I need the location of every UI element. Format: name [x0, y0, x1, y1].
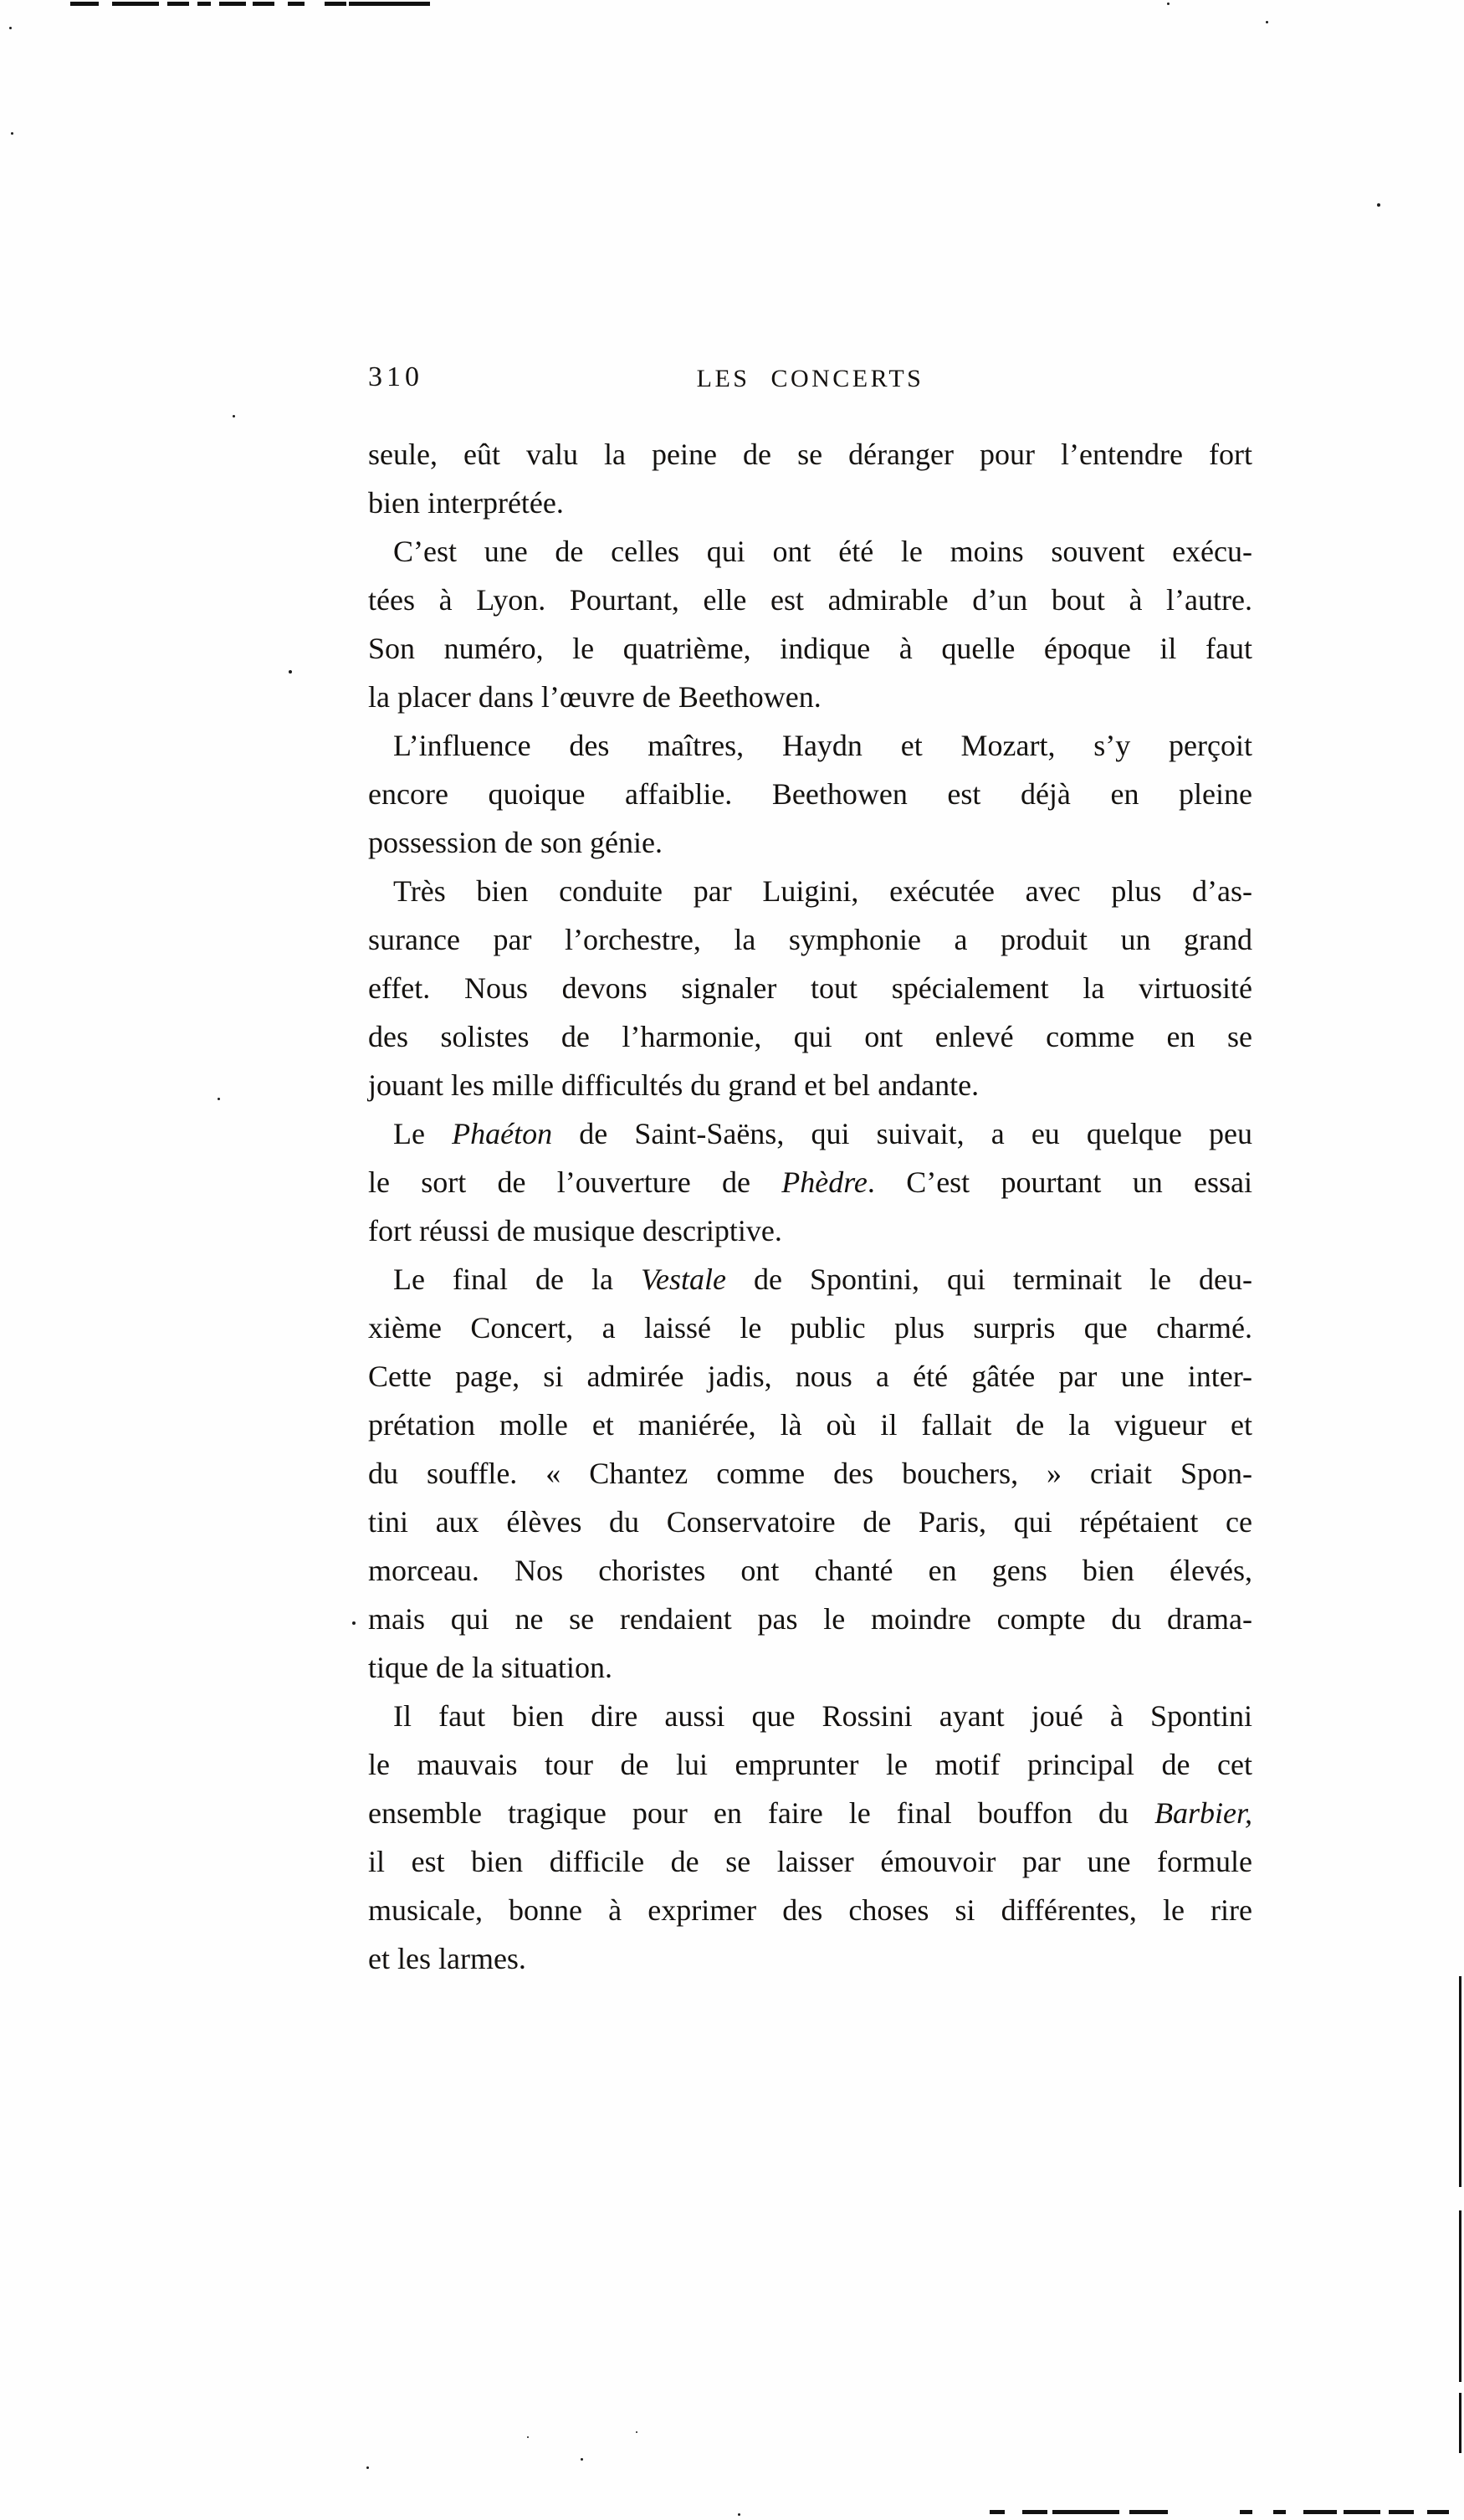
text-line [368, 1595, 1252, 1643]
text-segment: Très bien conduite par Luigini, exécutée avec plus d’as- [393, 874, 1252, 908]
text-line [368, 1109, 1252, 1158]
text-line [368, 1837, 1252, 1886]
text-segment: Le [393, 1117, 453, 1150]
scan-mark [289, 670, 292, 674]
scan-mark [636, 2431, 637, 2433]
text-line [368, 1740, 1252, 1789]
scan-mark [70, 2, 99, 6]
page-number: 310 [368, 361, 423, 392]
scan-mark [1377, 203, 1380, 207]
scan-mark [1344, 2510, 1380, 2514]
text-line [368, 1498, 1252, 1546]
text-line [368, 867, 1252, 915]
scan-mark [1459, 2393, 1461, 2453]
scan-mark [233, 415, 235, 417]
scan-mark [219, 2, 246, 6]
text-line [368, 1546, 1252, 1595]
scan-mark [1022, 2510, 1047, 2514]
text-segment: fort réussi de musique descriptive. [368, 1214, 782, 1247]
scan-mark [1266, 21, 1268, 23]
work-title-italic: Phèdre [781, 1165, 868, 1199]
text-segment: du souffle. « Chantez comme des bouchers, » criait Spon- [368, 1457, 1252, 1490]
text-line [368, 1934, 1252, 1983]
scan-mark [527, 2436, 529, 2438]
text-line [368, 1255, 1252, 1304]
scan-mark [1427, 2510, 1449, 2514]
scan-mark [1303, 2510, 1337, 2514]
work-title-italic: Barbier, [1154, 1796, 1252, 1830]
text-segment: xième Concert, a laissé le public plus surpris que charmé. [368, 1311, 1252, 1345]
scan-mark [1129, 2510, 1168, 2514]
scan-mark [325, 2, 346, 6]
text-line [368, 915, 1252, 964]
scan-mark [9, 27, 12, 29]
text-segment: surance par l’orchestre, la symphonie a produit un grand [368, 923, 1252, 956]
text-line [368, 576, 1252, 624]
scan-mark [218, 1098, 220, 1100]
scan-mark [253, 2, 274, 6]
text-segment: jouant les mille difficultés du grand et bel andante. [368, 1068, 980, 1102]
scan-mark [1240, 2510, 1252, 2514]
scan-mark [288, 2, 305, 6]
scan-mark [1389, 2510, 1414, 2514]
text-segment: tique de la situation. [368, 1651, 612, 1684]
text-line [368, 479, 1252, 527]
scan-mark [11, 132, 13, 135]
text-line [368, 1012, 1252, 1061]
scan-mark [1052, 2510, 1119, 2514]
text-line [368, 1206, 1252, 1255]
scan-mark [167, 2, 189, 6]
text-segment: de Spontini, qui terminait le deu- [725, 1263, 1252, 1296]
text-line [368, 1158, 1252, 1206]
text-line [368, 1449, 1252, 1498]
text-line [368, 770, 1252, 818]
text-segment: bien interprétée. [368, 486, 564, 520]
text-segment: tées à Lyon. Pourtant, elle est admirable d’un bout à l’autre. [368, 583, 1252, 617]
text-segment: musicale, bonne à exprimer des choses si différentes, le rire [368, 1893, 1252, 1927]
page-header [368, 360, 1252, 410]
text-segment: de Saint-Saëns, qui suivait, a eu quelque peu [552, 1117, 1252, 1150]
text-segment: Son numéro, le quatrième, indique à quelle époque il faut [368, 632, 1252, 665]
text-segment: possession de son génie. [368, 826, 663, 859]
text-line [368, 1789, 1252, 1837]
page-text [368, 430, 1252, 1983]
text-segment: morceau. Nos choristes ont chanté en gens bien élevés, [368, 1554, 1252, 1587]
scan-mark [1273, 2510, 1286, 2514]
scan-mark [1459, 2210, 1461, 2382]
text-segment: le mauvais tour de lui emprunter le motif principal de cet [368, 1748, 1252, 1781]
text-segment: et les larmes. [368, 1942, 526, 1975]
scan-mark [1167, 3, 1170, 5]
running-title: LES CONCERTS [696, 365, 924, 392]
text-line [368, 1692, 1252, 1740]
text-segment: L’influence des maîtres, Haydn et Mozart, s’y perçoit [393, 729, 1252, 762]
scan-mark [990, 2510, 1005, 2514]
text-line [368, 818, 1252, 867]
text-segment: il est bien difficile de se laisser émouvoir par une formule [368, 1845, 1252, 1878]
text-line [368, 964, 1252, 1012]
text-line [368, 430, 1252, 479]
text-segment: effet. Nous devons signaler tout spécialement la virtuosité [368, 971, 1252, 1005]
text-line [368, 1304, 1252, 1352]
text-line [368, 1401, 1252, 1449]
scan-mark [581, 2458, 583, 2461]
text-line [368, 1352, 1252, 1401]
scan-mark [349, 2, 430, 6]
text-line [368, 624, 1252, 673]
text-segment: tini aux élèves du Conservatoire de Paris, qui répétaient ce [368, 1505, 1252, 1539]
text-segment: mais qui ne se rendaient pas le moindre compte du drama- [368, 1602, 1252, 1636]
text-line [368, 721, 1252, 770]
text-line [368, 673, 1252, 721]
text-segment: . C’est pourtant un essai [867, 1165, 1252, 1199]
text-segment: seule, eût valu la peine de se déranger pour l’entendre fort [368, 438, 1252, 471]
text-segment: des solistes de l’harmonie, qui ont enlevé comme en se [368, 1020, 1252, 1053]
text-segment: prétation molle et maniérée, là où il fallait de la vigueur et [368, 1408, 1252, 1442]
scan-mark [352, 1621, 356, 1625]
text-line [368, 1061, 1252, 1109]
text-segment: Cette page, si admirée jadis, nous a été gâtée par une inter- [368, 1360, 1252, 1393]
text-segment: Le final de la [393, 1263, 641, 1296]
text-segment: Il faut bien dire aussi que Rossini ayant joué à Spontini [393, 1699, 1252, 1733]
text-segment: encore quoique affaiblie. Beethowen est déjà en pleine [368, 777, 1252, 811]
text-segment: C’est une de celles qui ont été le moins souvent exécu- [393, 535, 1252, 568]
scan-mark [197, 2, 211, 6]
work-title-italic: Phaéton [452, 1117, 553, 1150]
scan-mark [112, 2, 159, 6]
text-segment: ensemble tragique pour en faire le final bouffon du [368, 1796, 1154, 1830]
scan-mark [366, 2466, 369, 2469]
work-title-italic: Vestale [640, 1263, 726, 1296]
text-line [368, 527, 1252, 576]
text-segment: la placer dans l’œuvre de Beethowen. [368, 680, 822, 714]
text-line [368, 1643, 1252, 1692]
scan-mark [738, 2513, 740, 2516]
scan-mark [1459, 1976, 1461, 2187]
text-segment: le sort de l’ouverture de [368, 1165, 782, 1199]
text-line [368, 1886, 1252, 1934]
